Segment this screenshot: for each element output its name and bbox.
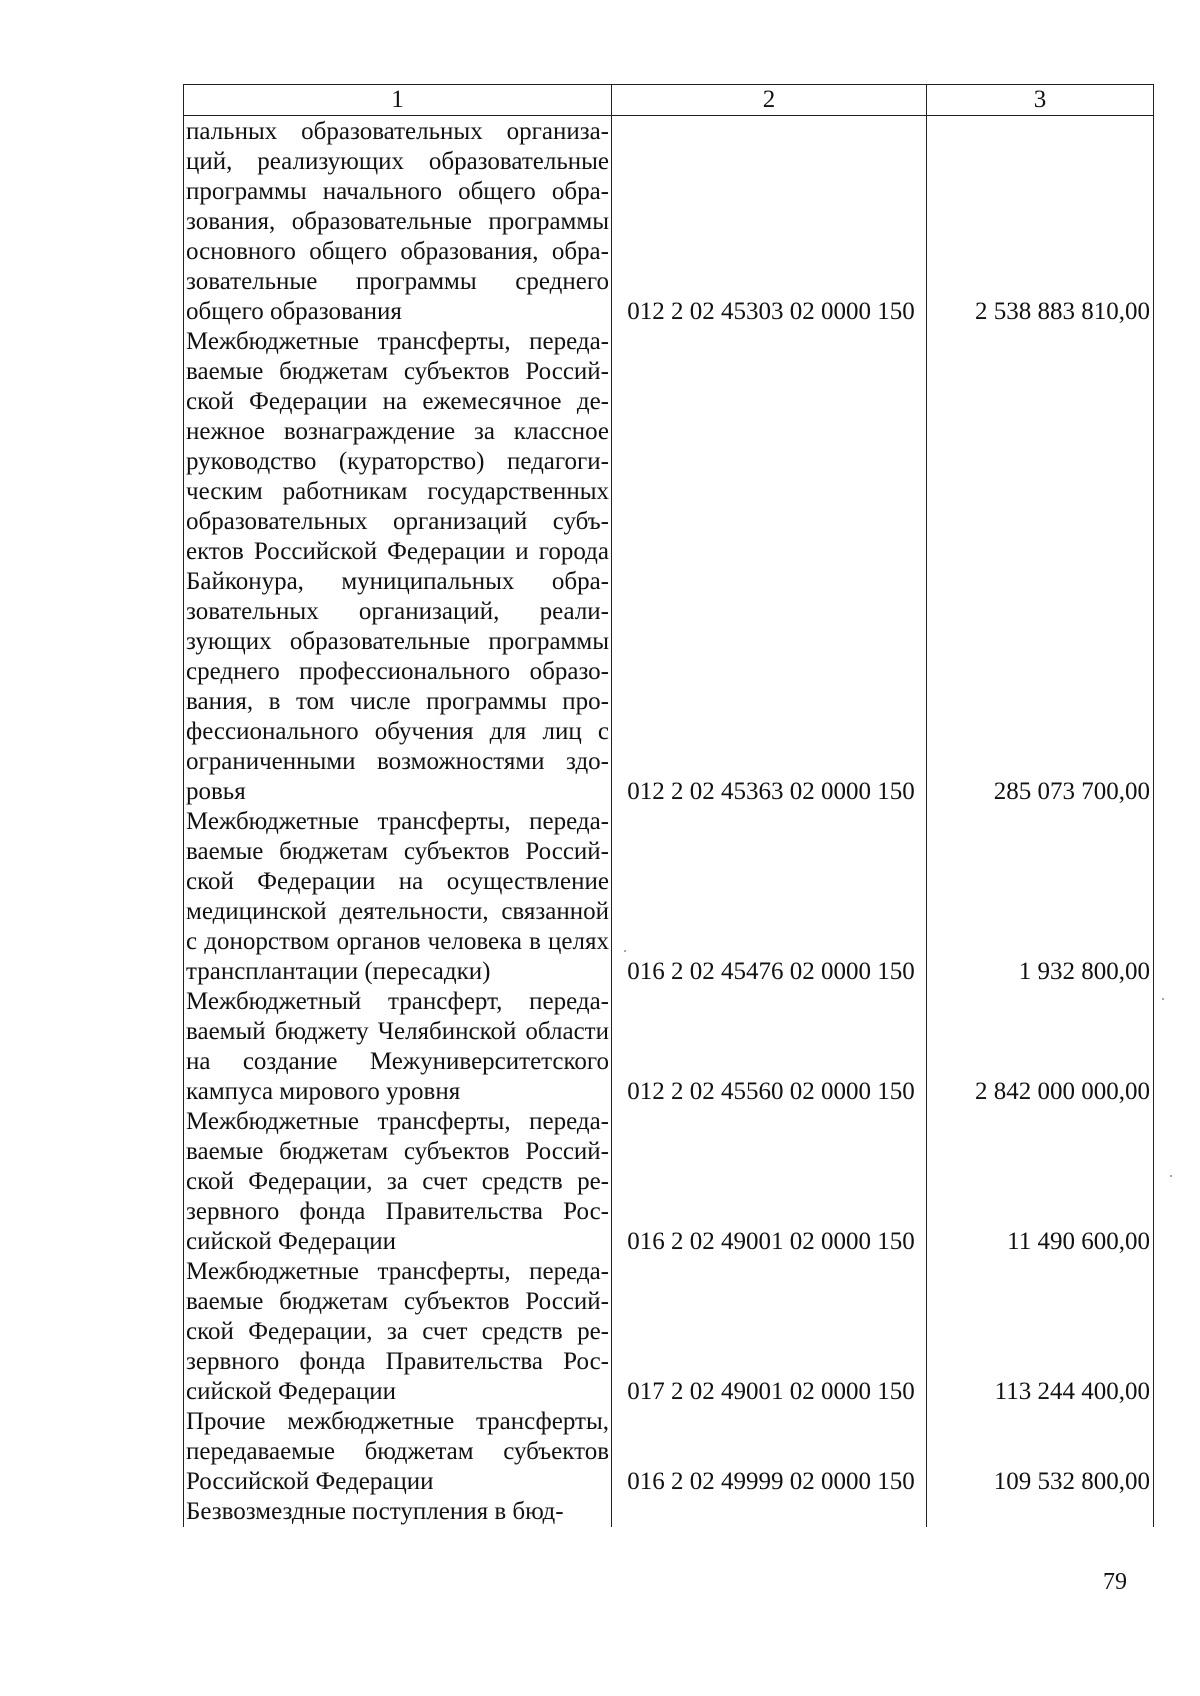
row-description: Межбюджетные трансферты, передаваемые бюджетам субъектов Российской Федерации, за счет средств резервного фонда Правительства Российской Федерации — [184, 1257, 612, 1407]
row-amount: 11 490 600,00 — [927, 1107, 1154, 1257]
scan-speck — [624, 950, 626, 952]
table-row — [184, 987, 1154, 1107]
row-description: Межбюджетные трансферты, передаваемые бюджетам субъектов Российской Федерации на ежемесячное денежное вознаграждение за классное руководство (кураторство) педагогическим работникам государственных образовательных организаций субъектов Российской Федерации и города Байконура, муниципальных образовательных организаций, реализующих образовательные программы среднего профессионального образования, в том числе программы профессионального обучения для лиц с ограниченными возможностями здоровья — [184, 327, 612, 807]
table-row — [184, 1257, 1154, 1407]
row-code — [612, 1497, 927, 1527]
table-body — [184, 116, 1154, 1528]
table-row — [184, 1497, 1154, 1527]
row-code: 017 2 02 49001 02 0000 150 — [612, 1257, 927, 1407]
row-code: 012 2 02 45303 02 0000 150 — [612, 116, 927, 328]
page-number: 79 — [1103, 1569, 1127, 1595]
row-amount: 285 073 700,00 — [927, 327, 1154, 807]
row-description: Межбюджетные трансферты, передаваемые бюджетам субъектов Российской Федерации на осуществление медицинской деятельности, связанной с донорством органов человека в целях трансплантации (пересадки) — [184, 807, 612, 987]
row-description: пальных образовательных организаций, реализующих образовательные программы начального общего образования, образовательные программы основного общего образования, образовательные программы среднего общего образования — [184, 116, 612, 328]
row-amount: 109 532 800,00 — [927, 1407, 1154, 1497]
row-code: 016 2 02 49001 02 0000 150 — [612, 1107, 927, 1257]
row-amount: 2 842 000 000,00 — [927, 987, 1154, 1107]
table-row — [184, 116, 1154, 328]
scan-speck — [1162, 998, 1164, 1000]
table-row — [184, 1407, 1154, 1497]
table-header — [184, 85, 1154, 116]
row-amount — [927, 1497, 1154, 1527]
row-code: 012 2 02 45363 02 0000 150 — [612, 327, 927, 807]
table-row — [184, 807, 1154, 987]
table-row — [184, 327, 1154, 807]
row-code: 016 2 02 45476 02 0000 150 — [612, 807, 927, 987]
row-amount: 113 244 400,00 — [927, 1257, 1154, 1407]
table-row — [184, 1107, 1154, 1257]
header-row — [184, 85, 1154, 116]
row-code: 012 2 02 45560 02 0000 150 — [612, 987, 927, 1107]
row-description: Прочие межбюджетные трансферты, передаваемые бюджетам субъектов Российской Федерации — [184, 1407, 612, 1497]
header-col-2: 2 — [612, 85, 927, 116]
budget-table — [183, 84, 1154, 1527]
row-description: Межбюджетный трансферт, передаваемый бюджету Челябинской области на создание Межуниверситетского кампуса мирового уровня — [184, 987, 612, 1107]
row-code: 016 2 02 49999 02 0000 150 — [612, 1407, 927, 1497]
header-col-3: 3 — [927, 85, 1154, 116]
header-col-1: 1 — [184, 85, 612, 116]
row-amount: 2 538 883 810,00 — [927, 116, 1154, 328]
row-amount: 1 932 800,00 — [927, 807, 1154, 987]
row-description: Межбюджетные трансферты, передаваемые бюджетам субъектов Российской Федерации, за счет средств резервного фонда Правительства Российской Федерации — [184, 1107, 612, 1257]
row-description: Безвозмездные поступления в бюд- — [184, 1497, 612, 1527]
scan-speck — [1170, 1175, 1172, 1177]
